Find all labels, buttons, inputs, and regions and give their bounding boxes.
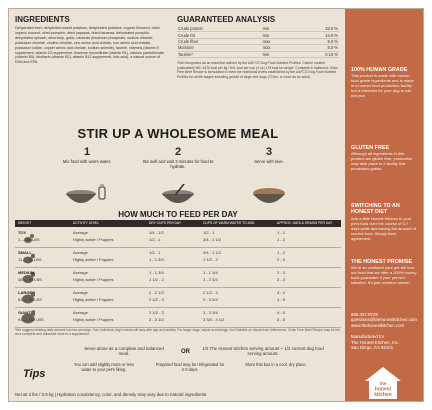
feeding-approx: 2 - 3 [277, 270, 286, 275]
step-2 [138, 146, 218, 169]
step-number: 1 [83, 146, 91, 158]
feeding-range: 36 — 60 LBS [18, 277, 42, 282]
feeding-cups: 1 1/2 - 2 [149, 277, 164, 282]
sidebar-block [351, 67, 417, 98]
analysis-qualifier: min [262, 51, 293, 57]
feeding-header-cell: ACTIVITY LEVEL [73, 221, 99, 225]
feeding-header-cell: CUPS OF WARM WATER TO ADD [203, 221, 255, 225]
sidebar-block [351, 145, 417, 171]
feeding-level: Highly active / Puppies [73, 277, 114, 282]
feeding-size: LARGE [18, 290, 32, 295]
feeding-row [15, 287, 341, 308]
feeding-water: 1 - 1 3/4 [203, 270, 218, 275]
feeding-cups: 1 - 1 3/4 [149, 270, 164, 275]
feeding-header-cell: APPROX. DATA & DRAINS PER DAY [277, 221, 333, 225]
logo-word-kitchen: kitchen [374, 392, 392, 398]
feeding-water: 3/4 - 1 1/2 [203, 237, 222, 242]
feeding-cups: 2 - 2 1/2 [149, 290, 164, 295]
contact-phone: 866.437.9729 [351, 312, 378, 317]
feeding-row [15, 307, 341, 328]
ingredients-text: Dehydrated beef, dehydrated sweet potatoes, dehydrated potatoes, organic flaxseed, dried organic coconut, dried pumpkin, dried papayas, dried bananas, dehydrated pumpkin, dehydrated spinach, dried kelp, garlic, minerals (tricalcium phosphate, sodium chloride, potassium chloride, choline chloride, zinc amino acid chelate, iron amino acid chelate, potassium iodide, copper amino acid chelate, sodium selenite), taurine, vitamins (vitamin E supplement, vitamin D3 supplement, thiamine mononitrate (vitamin B1), calcium pantothenate (vitamin B5), riboflavin (vitamin B2), vitamin B12 supplement, folic acid), a natural source of DHA and EPA. [15, 26, 165, 65]
bowl-water-icon [61, 184, 109, 206]
feeding-water: 2 1/2 - 3 [203, 290, 218, 295]
tips-label: Tips [23, 368, 46, 380]
feeding-level: Average [73, 250, 88, 255]
sidebar-panel [345, 9, 423, 401]
analysis-qualifier: min [262, 26, 293, 32]
feeding-cups: 1/2 - 1 [149, 237, 161, 242]
feeding-size: MEDIUM [18, 270, 35, 275]
step-1 [47, 146, 127, 164]
analysis-value: 33.0 % [292, 26, 339, 32]
feeding-range: 91 — 110 LBS [18, 317, 44, 322]
step-number: 2 [174, 146, 182, 158]
analysis-value: 8.0 % [292, 45, 339, 51]
tip-item: Prepared food may be refrigerated for 2-3 days. [155, 362, 225, 372]
analysis-label: Moisture [177, 45, 262, 51]
feeding-header-cell: DRY CUPS PER DAY [149, 221, 182, 225]
main-column [9, 9, 347, 401]
feeding-cups: 1 - 1 3/4 [149, 257, 164, 262]
logo-word-honest: honest [374, 386, 392, 393]
feeding-cups: 2 1/2 - 3 [149, 310, 164, 315]
analysis-note: *Not recognized as an essential nutrient by the AAFCO Dog Food Nutrient Profiles. Calorie content (calculated) ME: 4470 kcal per kg / 541 kcal per cup (4 oz) 178 kcal by weight. Complete & balanced: Grain Free Beef Recipe is formulated to meet the nutritional levels established by the AAFCO Dog Food Nutrient Profiles for all life stages including growth of large size dogs (70 lbs. or more as an adult). [177, 61, 338, 79]
step-caption: Stir well and wait 3 minutes for food to hydrate. [142, 159, 214, 169]
contact-email: questions@thehonestkitchen.com [351, 317, 417, 323]
tip-item: You can add slightly more or less water to your pet's liking. [74, 362, 134, 372]
sidebar-body: Add a little Honest Kitchen to your pet's food over the course of 5-7 days while decreasing the amount of current food. Simply bowl agreement. [351, 215, 416, 241]
feeding-water: 1 1/2 - 2 [203, 257, 218, 262]
feeding-level: Highly active / Puppies [73, 297, 114, 302]
net-weight: Net wt 2 lbs / 0.9 kg | Hydration consistency, color, and density may vary due to natural ingredients. [15, 392, 208, 397]
analysis-value: 0.10 % [292, 51, 339, 57]
feeding-size: SMALL [18, 250, 32, 255]
step-3 [229, 146, 309, 164]
feeding-row [15, 247, 341, 268]
feeding-water: 1/2 - 1 [203, 230, 215, 235]
analysis-label: Crude protein [177, 26, 262, 32]
feeding-approx: 4 - 5 [277, 297, 286, 302]
feeding-water: 3 - 3 3/4 [203, 297, 218, 302]
feeding-approx: 1 - 1 [277, 230, 286, 235]
sidebar-body: We're so confident your pet will love our food that we offer a 100% money back guarantee if your pet isn't satisfied. It's just common sense! [351, 265, 417, 286]
brand-logo [363, 366, 403, 400]
serve-or: OR [181, 349, 190, 355]
step-caption: Serve with love. [254, 159, 284, 164]
feeding-size: TOY [18, 230, 27, 235]
bowl-food-icon [245, 184, 293, 206]
feeding-footnote: *We suggest dividing daily amount into two servings. Your individual dog's needs will vary with age and activity. For larger dogs, adjust accordingly. Not Suitable on discard are differences. Grain Free Beef Recipe may be fed as a complete and balanced meal or a supplement. [15, 328, 340, 337]
feeding-range: 11 — 35 LBS [18, 257, 42, 262]
sidebar-body: Although all ingredients in this product are gluten free, production may take place in a facility that processes grains. [351, 151, 413, 172]
logo-word-the: the [379, 381, 387, 386]
analysis-qualifier: max [262, 45, 293, 51]
analysis-table [177, 26, 339, 58]
ingredients-title: INGREDIENTS [15, 15, 70, 24]
feeding-approx: 5 - 6 [277, 317, 286, 322]
feeding-water: 3 3/4 - 4 1/2 [203, 317, 225, 322]
feeding-header [15, 220, 341, 227]
analysis-qualifier: min [262, 32, 293, 38]
sidebar-body: This product is made with human food grade ingredients and is made in a human food production facility but is intended for your dog to eat, not you! [351, 73, 414, 99]
sidebar-heading: SWITCHING TO AN HONEST DIET [351, 203, 400, 216]
analysis-value: 14.0 % [292, 32, 339, 38]
step-number: 3 [265, 146, 273, 158]
feeding-header-cell: WEIGHT [18, 221, 32, 225]
feeding-level: Highly active / Puppies [73, 257, 114, 262]
contact-website: www.thehonestkitchen.com [351, 322, 405, 328]
feeding-approx: 1 - 2 [277, 250, 286, 255]
tip-item: Store this box in a cool, dry place. [245, 362, 307, 367]
maker-address: San Diego, CA 92101 [351, 345, 394, 351]
feeding-cups: 1/2 - 1 [149, 250, 161, 255]
feeding-water: 3/4 - 1 1/2 [203, 250, 222, 255]
serve-alone-text: Serve alone as a complete and balanced meal. [84, 346, 164, 357]
maker-name: The Honest Kitchen, Inc. [351, 339, 400, 345]
feeding-range: 61 — 90 LBS [18, 297, 42, 302]
feeding-approx: 3 - 4 [277, 290, 286, 295]
feeding-approx: 1 - 2 [277, 237, 286, 242]
serve-mix-text: 1/2 The Honest Kitchen serving amount + 1/2 current dog food serving amount. [202, 346, 324, 357]
feeding-range: 1 — 10 LBS [18, 237, 40, 242]
feeding-size: GIANT [18, 310, 31, 315]
analysis-row [177, 51, 339, 57]
maker-label: Manufactured for [351, 334, 385, 340]
analysis-label: Crude fiber [177, 38, 262, 44]
feeding-approx: 3 - 4 [277, 277, 286, 282]
analysis-label: Crude fat [177, 32, 262, 38]
sidebar-block [351, 203, 417, 241]
feeding-level: Average [73, 270, 88, 275]
feeding-water: 2 - 2 3/4 [203, 277, 218, 282]
feeding-row [15, 267, 341, 288]
feeding-cups: 2 1/2 - 3 [149, 297, 164, 302]
feeding-title: HOW MUCH TO FEED PER DAY [118, 210, 238, 219]
contact-block [351, 312, 417, 350]
feeding-level: Highly active / Puppies [73, 237, 114, 242]
feeding-cups: 3 - 3 1/2 [149, 317, 164, 322]
sidebar-heading: THE HONEST PROMISE [351, 259, 413, 265]
bowl-stir-icon [154, 184, 202, 206]
stir-title: STIR UP A WHOLESOME MEAL [77, 126, 279, 141]
feeding-water: 3 - 3 3/4 [203, 310, 218, 315]
feeding-approx: 4 - 5 [277, 310, 286, 315]
feeding-level: Average [73, 230, 88, 235]
package-panel [8, 8, 424, 402]
analysis-title: GUARANTEED ANALYSIS [177, 15, 276, 24]
feeding-row [15, 227, 341, 248]
analysis-qualifier: max [262, 38, 293, 44]
feeding-level: Average [73, 310, 88, 315]
feeding-level: Highly active / Puppies [73, 317, 114, 322]
sidebar-block [351, 259, 417, 285]
feeding-level: Average [73, 290, 88, 295]
sidebar-heading: GLUTEN FREE [351, 145, 390, 151]
analysis-value: 5.0 % [292, 38, 339, 44]
analysis-label: Taurine* [177, 51, 262, 57]
feeding-cups: 1/4 - 1/2 [149, 230, 164, 235]
sidebar-heading: 100% HUMAN GRADE [351, 67, 408, 73]
step-caption: Mix food with warm water. [62, 159, 112, 164]
feeding-approx: 2 - 3 [277, 257, 286, 262]
